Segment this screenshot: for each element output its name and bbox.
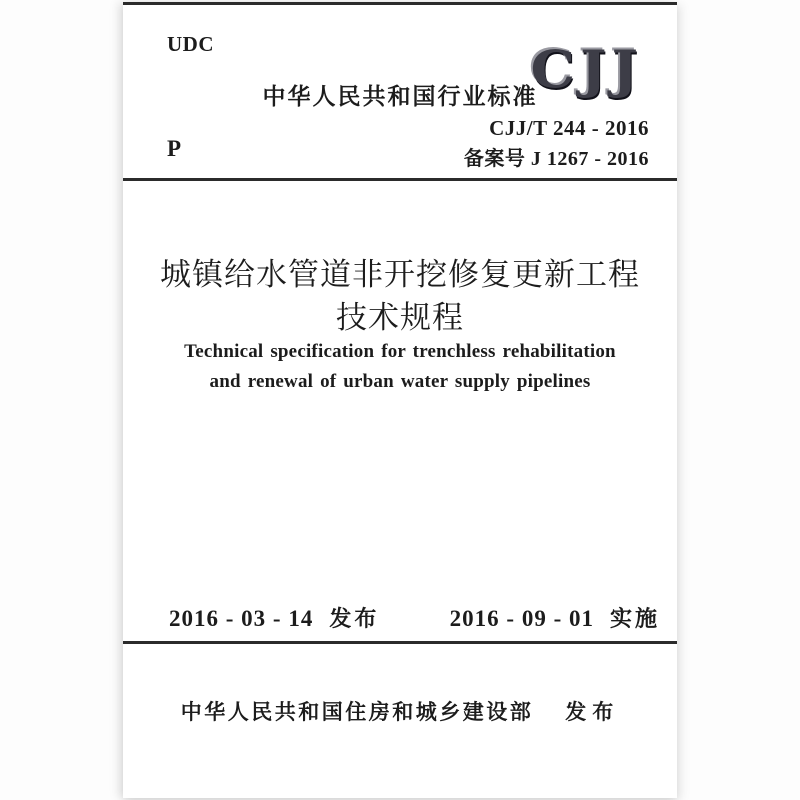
record-number: 备案号 J 1267 - 2016 [463, 148, 649, 170]
publish-label: 发布 [565, 701, 620, 724]
footer-divider-rule [123, 641, 677, 644]
title-zh-line1: 城镇给水管道非开挖修复更新工程 [160, 257, 640, 292]
issue-date-block [169, 602, 379, 633]
standard-number: CJJ/T 244 - 2016 [489, 116, 649, 140]
implement-label: 实施 [609, 606, 660, 631]
title-en-line1: Technical specification for trenchless rehabilitation [184, 341, 616, 362]
top-border-rule [123, 2, 677, 5]
title-zh-line2: 技术规程 [336, 300, 464, 335]
publisher-name: 中华人民共和国住房和城乡建设部 [180, 701, 534, 724]
title-en-line2: and renewal of urban water supply pipelines [209, 371, 591, 392]
header-divider-rule [123, 178, 677, 181]
issue-label: 发布 [329, 606, 380, 631]
issue-date: 2016 - 03 - 14 [169, 606, 314, 631]
implement-date: 2016 - 09 - 01 [449, 606, 594, 631]
udc-mark: UDC [167, 32, 214, 56]
standard-cover-page [123, 2, 677, 798]
standard-type-heading: 中华人民共和国行业标准 [262, 83, 538, 109]
implement-date-block [450, 602, 660, 633]
publisher-row [123, 696, 677, 726]
classification-mark: P [167, 136, 182, 161]
dates-row [123, 602, 677, 632]
cjj-logo: CJJ [530, 39, 643, 101]
